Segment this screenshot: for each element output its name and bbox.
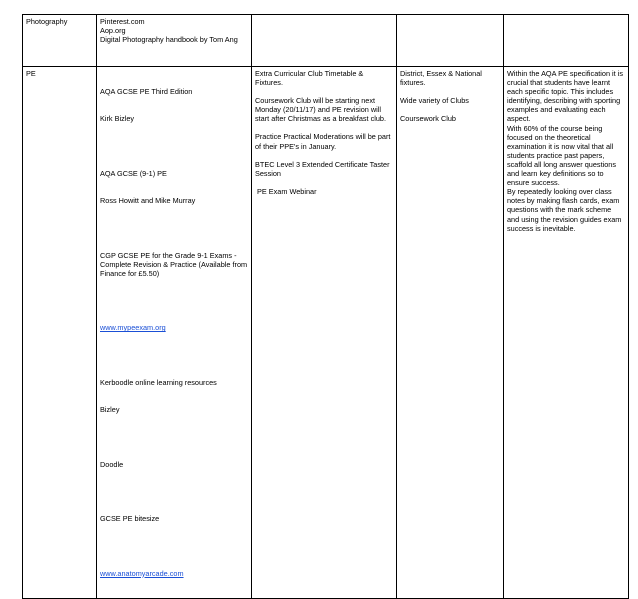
resource-entry bbox=[100, 305, 248, 350]
resource-line: Aop.org bbox=[100, 26, 126, 36]
resource-line: AQA GCSE (9-1) PE bbox=[100, 168, 167, 178]
fixture-entry: Wide variety of Clubs bbox=[400, 96, 469, 106]
resources-cell bbox=[97, 67, 252, 599]
resource-entry bbox=[100, 550, 248, 595]
mypeexam-link[interactable]: www.mypeexam.org bbox=[100, 323, 166, 333]
resource-line: Kerboodle online learning resources bbox=[100, 377, 217, 387]
fixtures-cell bbox=[397, 67, 504, 599]
resource-line: AQA GCSE PE Third Edition bbox=[100, 87, 193, 97]
advice-paragraph: Within the AQA PE specification it is crucial that students have learnt each specific topic. This includes identifying, describing with sporting examples and evaluating each aspect. bbox=[507, 69, 626, 124]
resource-entry bbox=[100, 151, 248, 224]
advice-cell bbox=[504, 67, 629, 599]
advice-paragraph: By repeatedly looking over class notes by making flash cards, exam questions with the mark scheme and using the revision guides exam success is inevitable. bbox=[507, 187, 624, 233]
fixture-entry: District, Essex & National fixtures. bbox=[400, 69, 484, 88]
club-entry: Coursework Club will be starting next Monday (20/11/17) and PE revision will start after Christmas as a breakfast club. bbox=[255, 96, 386, 124]
subject-resources-table bbox=[22, 14, 629, 599]
resource-line: CGP GCSE PE for the Grade 9-1 Exams - Complete Revision & Practice (Available from Finance for £5.50) bbox=[100, 250, 250, 278]
fixtures-cell bbox=[397, 15, 504, 67]
subject-cell bbox=[23, 67, 97, 599]
resource-line: Doodle bbox=[100, 459, 124, 469]
resource-entry bbox=[100, 69, 248, 142]
clubs-cell bbox=[252, 15, 397, 67]
resource-line: Digital Photography handbook by Tom Ang bbox=[100, 35, 238, 45]
club-entry: Extra Curricular Club Timetable & Fixtures. bbox=[255, 69, 366, 88]
table-row-pe bbox=[23, 67, 629, 599]
resource-line: GCSE PE bitesize bbox=[100, 514, 160, 524]
resource-entry bbox=[100, 233, 248, 297]
fixture-entry: Coursework Club bbox=[400, 114, 456, 124]
resource-line: Bizley bbox=[100, 405, 120, 415]
resources-cell bbox=[97, 15, 252, 67]
clubs-cell bbox=[252, 67, 397, 599]
anatomyarcade-link[interactable]: www.anatomyarcade.com bbox=[100, 568, 184, 578]
table-row-photography bbox=[23, 15, 629, 67]
resource-entry bbox=[100, 360, 248, 433]
subject-name: PE bbox=[26, 69, 36, 78]
resource-line: Ross Howitt and Mike Murray bbox=[100, 196, 196, 206]
resource-entry bbox=[100, 496, 248, 541]
subject-name: Photography bbox=[26, 17, 68, 26]
advice-cell bbox=[504, 15, 629, 67]
club-entry: PE Exam Webinar bbox=[255, 186, 317, 196]
resource-entry bbox=[100, 441, 248, 486]
advice-paragraph: With 60% of the course being focused on the theoretical examination it is now vital that all students practice past papers, scaffold all long answer questions and learn key definitions so to ensure success. bbox=[507, 123, 619, 188]
resource-line: Pinterest.com bbox=[100, 17, 145, 26]
club-entry: BTEC Level 3 Extended Certificate Taster Session bbox=[255, 159, 392, 178]
subject-cell bbox=[23, 15, 97, 67]
club-entry: Practice Practical Moderations will be part of their PPE's in January. bbox=[255, 132, 393, 151]
resource-line: Kirk Bizley bbox=[100, 114, 135, 124]
